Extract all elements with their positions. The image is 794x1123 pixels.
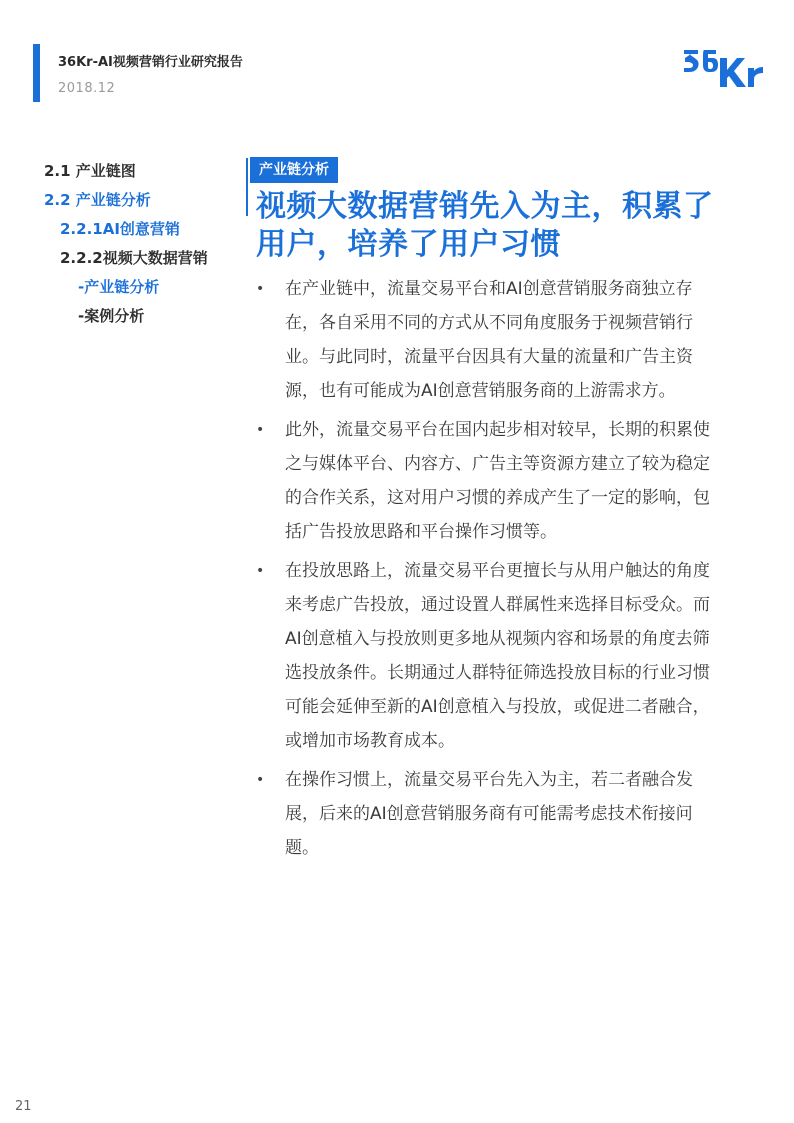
bullet-item — [256, 763, 726, 865]
36kr-logo-icon — [680, 44, 768, 92]
page-number: 21 — [15, 1099, 32, 1114]
bullet-text: 在操作习惯上，流量交易平台先入为主，若二者融合发展，后来的AI创意营销服务商有可能需考虑技术衔接问题。 — [285, 770, 693, 858]
section-tag-line — [246, 158, 248, 216]
toc-item-2-2[interactable]: 2.2 产业链分析 — [44, 191, 151, 209]
bullet-item — [256, 272, 726, 408]
bullet-text: 此外，流量交易平台在国内起步相对较早，长期的积累使之与媒体平台、内容方、广告主等资源方建立了较为稳定的合作关系，这对用户习惯的养成产生了一定的影响，包括广告投放思路和平台操作习惯等。 — [285, 420, 710, 542]
report-date: 2018.12 — [58, 81, 116, 96]
bullet-text: 在产业链中，流量交易平台和AI创意营销服务商独立存在，各自采用不同的方式从不同角度服务于视频营销行业。与此同时，流量平台因具有大量的流量和广告主资源，也有可能成为AI创意营销服务商的上游需求方。 — [285, 279, 693, 401]
toc-item-case-analysis[interactable]: -案例分析 — [78, 307, 145, 325]
toc-item-2-1[interactable]: 2.1 产业链图 — [44, 162, 136, 180]
bullet-dot-icon: • — [256, 772, 265, 788]
toc-item-2-2-1[interactable]: 2.2.1AI创意营销 — [60, 220, 180, 238]
bullet-item — [256, 554, 726, 758]
bullet-text: 在投放思路上，流量交易平台更擅长与从用户触达的角度来考虑广告投放，通过设置人群属性来选择目标受众。而AI创意植入与投放则更多地从视频内容和场景的角度去筛选投放条件。长期通过人群特征筛选投放目标的行业习惯可能会延伸至新的AI创意植入与投放，或促进二者融合，或增加市场教育成本。 — [285, 561, 710, 751]
toc-item-2-2-2[interactable]: 2.2.2视频大数据营销 — [60, 249, 208, 267]
header-accent-bar — [33, 44, 40, 102]
bullet-item — [256, 413, 726, 549]
page-headline: 视频大数据营销先入为主，积累了用户，培养了用户习惯 — [256, 189, 714, 262]
bullet-dot-icon: • — [256, 563, 265, 579]
bullet-dot-icon: • — [256, 422, 265, 438]
report-title: 36Kr-AI视频营销行业研究报告 — [58, 55, 243, 70]
svg-text:36Kr: 36Kr — [680, 44, 683, 45]
section-tag: 产业链分析 — [250, 157, 338, 183]
toc-item-chain-analysis[interactable]: -产业链分析 — [78, 278, 160, 296]
bullet-list — [256, 272, 726, 870]
bullet-dot-icon: • — [256, 281, 265, 297]
